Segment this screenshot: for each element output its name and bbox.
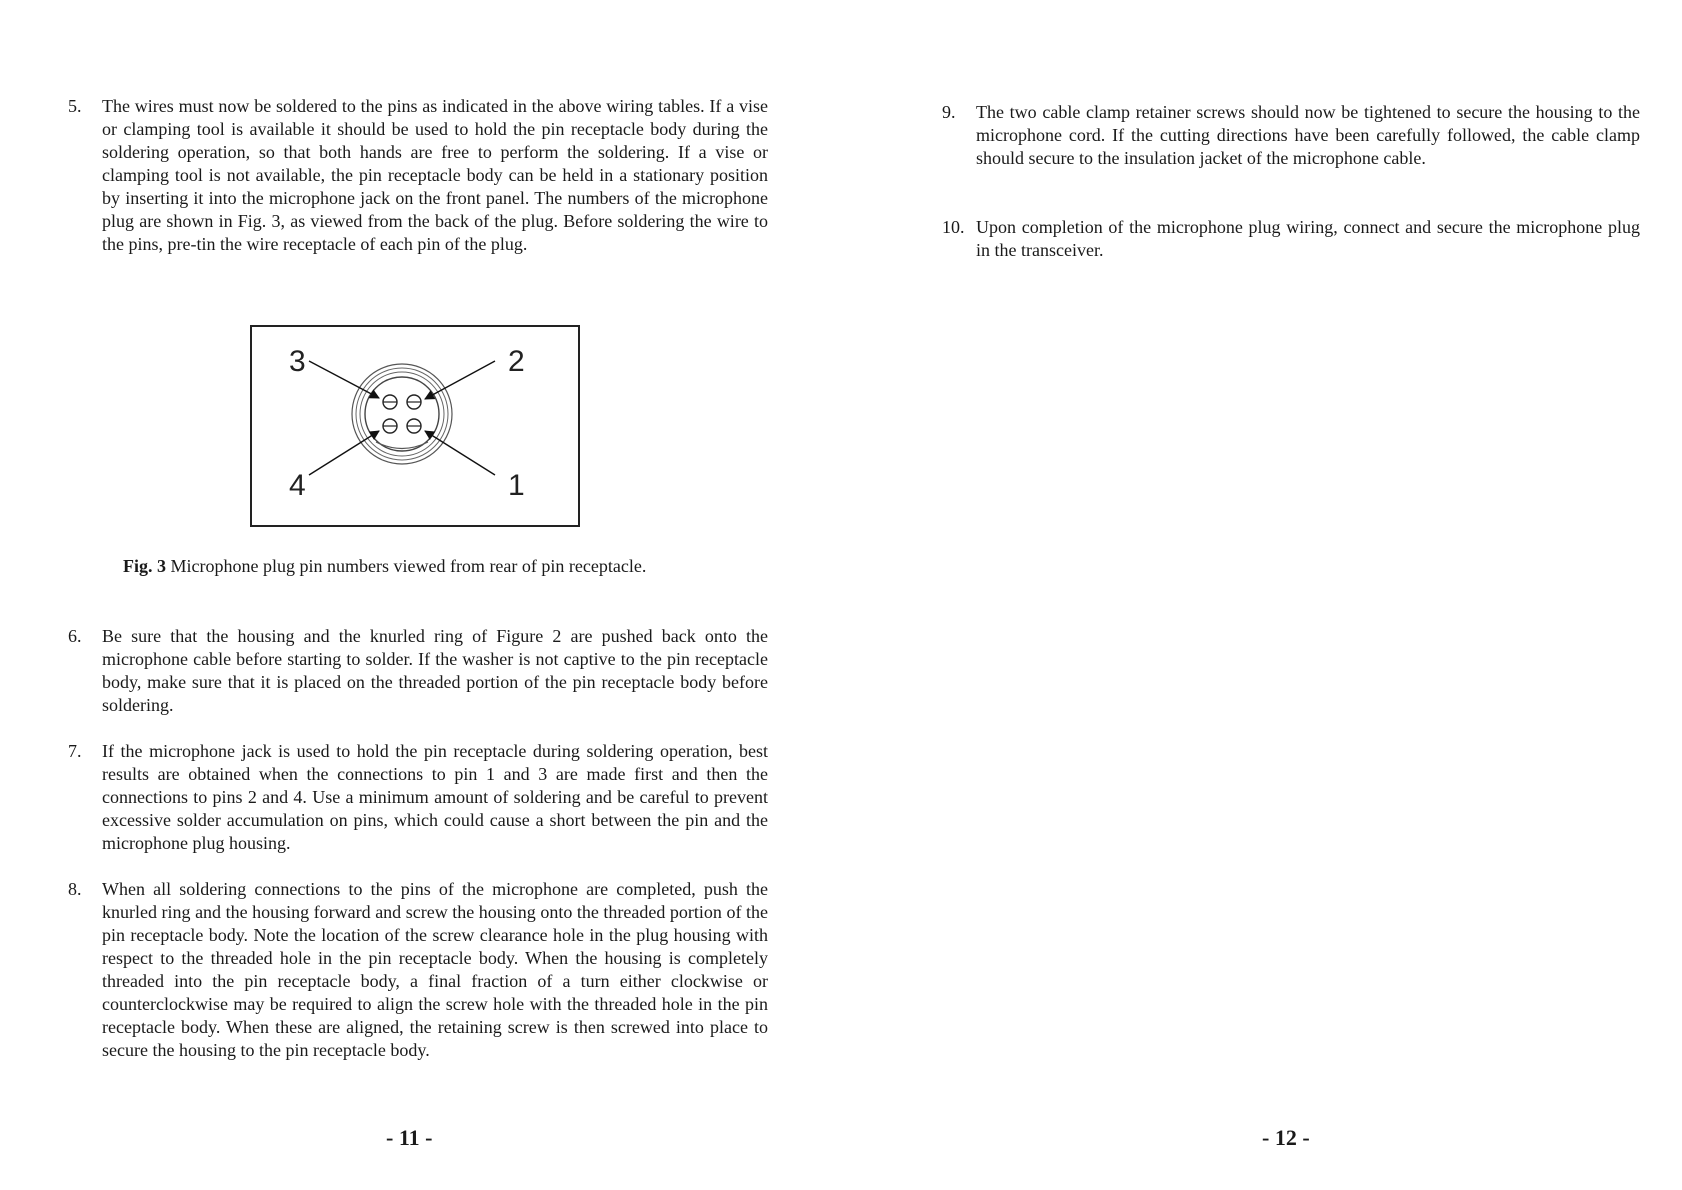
instruction-step-6: [68, 625, 768, 717]
figure-caption-text: Microphone plug pin numbers viewed from rear of pin receptacle.: [170, 556, 647, 576]
pin-2-pointer: [425, 361, 495, 399]
step-number: 7.: [68, 741, 82, 761]
step-number: 10.: [942, 217, 965, 237]
instruction-step-7: [68, 740, 768, 855]
step-text: Be sure that the housing and the knurled ring of Figure 2 are pushed back onto the microphone cable before starting to solder. If the washer is not captive to the pin receptacle body, make sure that it is placed on the threaded portion of the pin receptacle body before soldering.: [102, 626, 768, 715]
pin-socket-1: [407, 419, 421, 433]
step-text: The wires must now be soldered to the pins as indicated in the above wiring tables. If a vise or clamping tool is available it should be used to hold the pin receptacle body during the soldering operation, so that both hands are free to perform the soldering. If a vise or clamping tool is not available, the pin receptacle body can be held in a stationary position by inserting it into the microphone jack on the front panel. The numbers of the microphone plug are shown in Fig. 3, as viewed from the back of the plug. Before soldering the wire to the pins, pre-tin the wire receptacle of each pin of the plug.: [102, 96, 768, 254]
plug-pin-diagram-svg: [252, 327, 578, 525]
pin-label-2: 2: [508, 345, 525, 378]
pin-1-pointer: [425, 431, 495, 475]
pin-label-1: 1: [508, 469, 525, 502]
step-text: Upon completion of the microphone plug wiring, connect and secure the microphone plug in the transceiver.: [976, 217, 1640, 260]
page-number: - 11 -: [386, 1125, 433, 1150]
figure-caption: [123, 555, 646, 578]
pin-socket-4: [383, 419, 397, 433]
step-number: 5.: [68, 96, 82, 116]
figure-label: Fig. 3: [123, 556, 166, 576]
page-number: - 12 -: [1262, 1125, 1310, 1150]
step-number: 6.: [68, 626, 82, 646]
instruction-step-8: [68, 878, 768, 1062]
step-text: When all soldering connections to the pins of the microphone are completed, push the knurled ring and the housing forward and screw the housing onto the threaded portion of the pin receptacle body. Note the location of the screw clearance hole in the plug housing with respect to the threaded hole in the pin receptacle body. When the housing is completely threaded into the pin receptacle body, a final fraction of a turn either clockwise or counterclockwise may be required to align the screw hole with the threaded hole in the pin receptacle body. When these are aligned, the retaining screw is then screwed into place to secure the housing to the pin receptacle body.: [102, 879, 768, 1060]
step-number: 8.: [68, 879, 82, 899]
instruction-step-5: [68, 95, 768, 256]
step-number: 9.: [942, 102, 956, 122]
pin-label-3: 3: [289, 345, 306, 378]
plug-connector-icon: [352, 364, 452, 464]
microphone-plug-diagram: [250, 325, 580, 527]
pin-3-pointer: [309, 361, 379, 398]
pin-socket-3: [383, 395, 397, 409]
instruction-step-10: [942, 216, 1640, 262]
pin-socket-2: [407, 395, 421, 409]
step-text: The two cable clamp retainer screws should now be tightened to secure the housing to the microphone cord. If the cutting directions have been carefully followed, the cable clamp should secure to the insulation jacket of the microphone cable.: [976, 102, 1640, 168]
pin-label-4: 4: [289, 469, 306, 502]
instruction-step-9: [942, 101, 1640, 170]
step-text: If the microphone jack is used to hold the pin receptacle during soldering operation, best results are obtained when the connections to pin 1 and 3 are made first and then the connections to pins 2 and 4. Use a minimum amount of soldering and be careful to prevent excessive solder accumulation on pins, which could cause a short between the pin and the microphone plug housing.: [102, 741, 768, 853]
pin-4-pointer: [309, 431, 379, 475]
right-page: [841, 0, 1682, 1190]
